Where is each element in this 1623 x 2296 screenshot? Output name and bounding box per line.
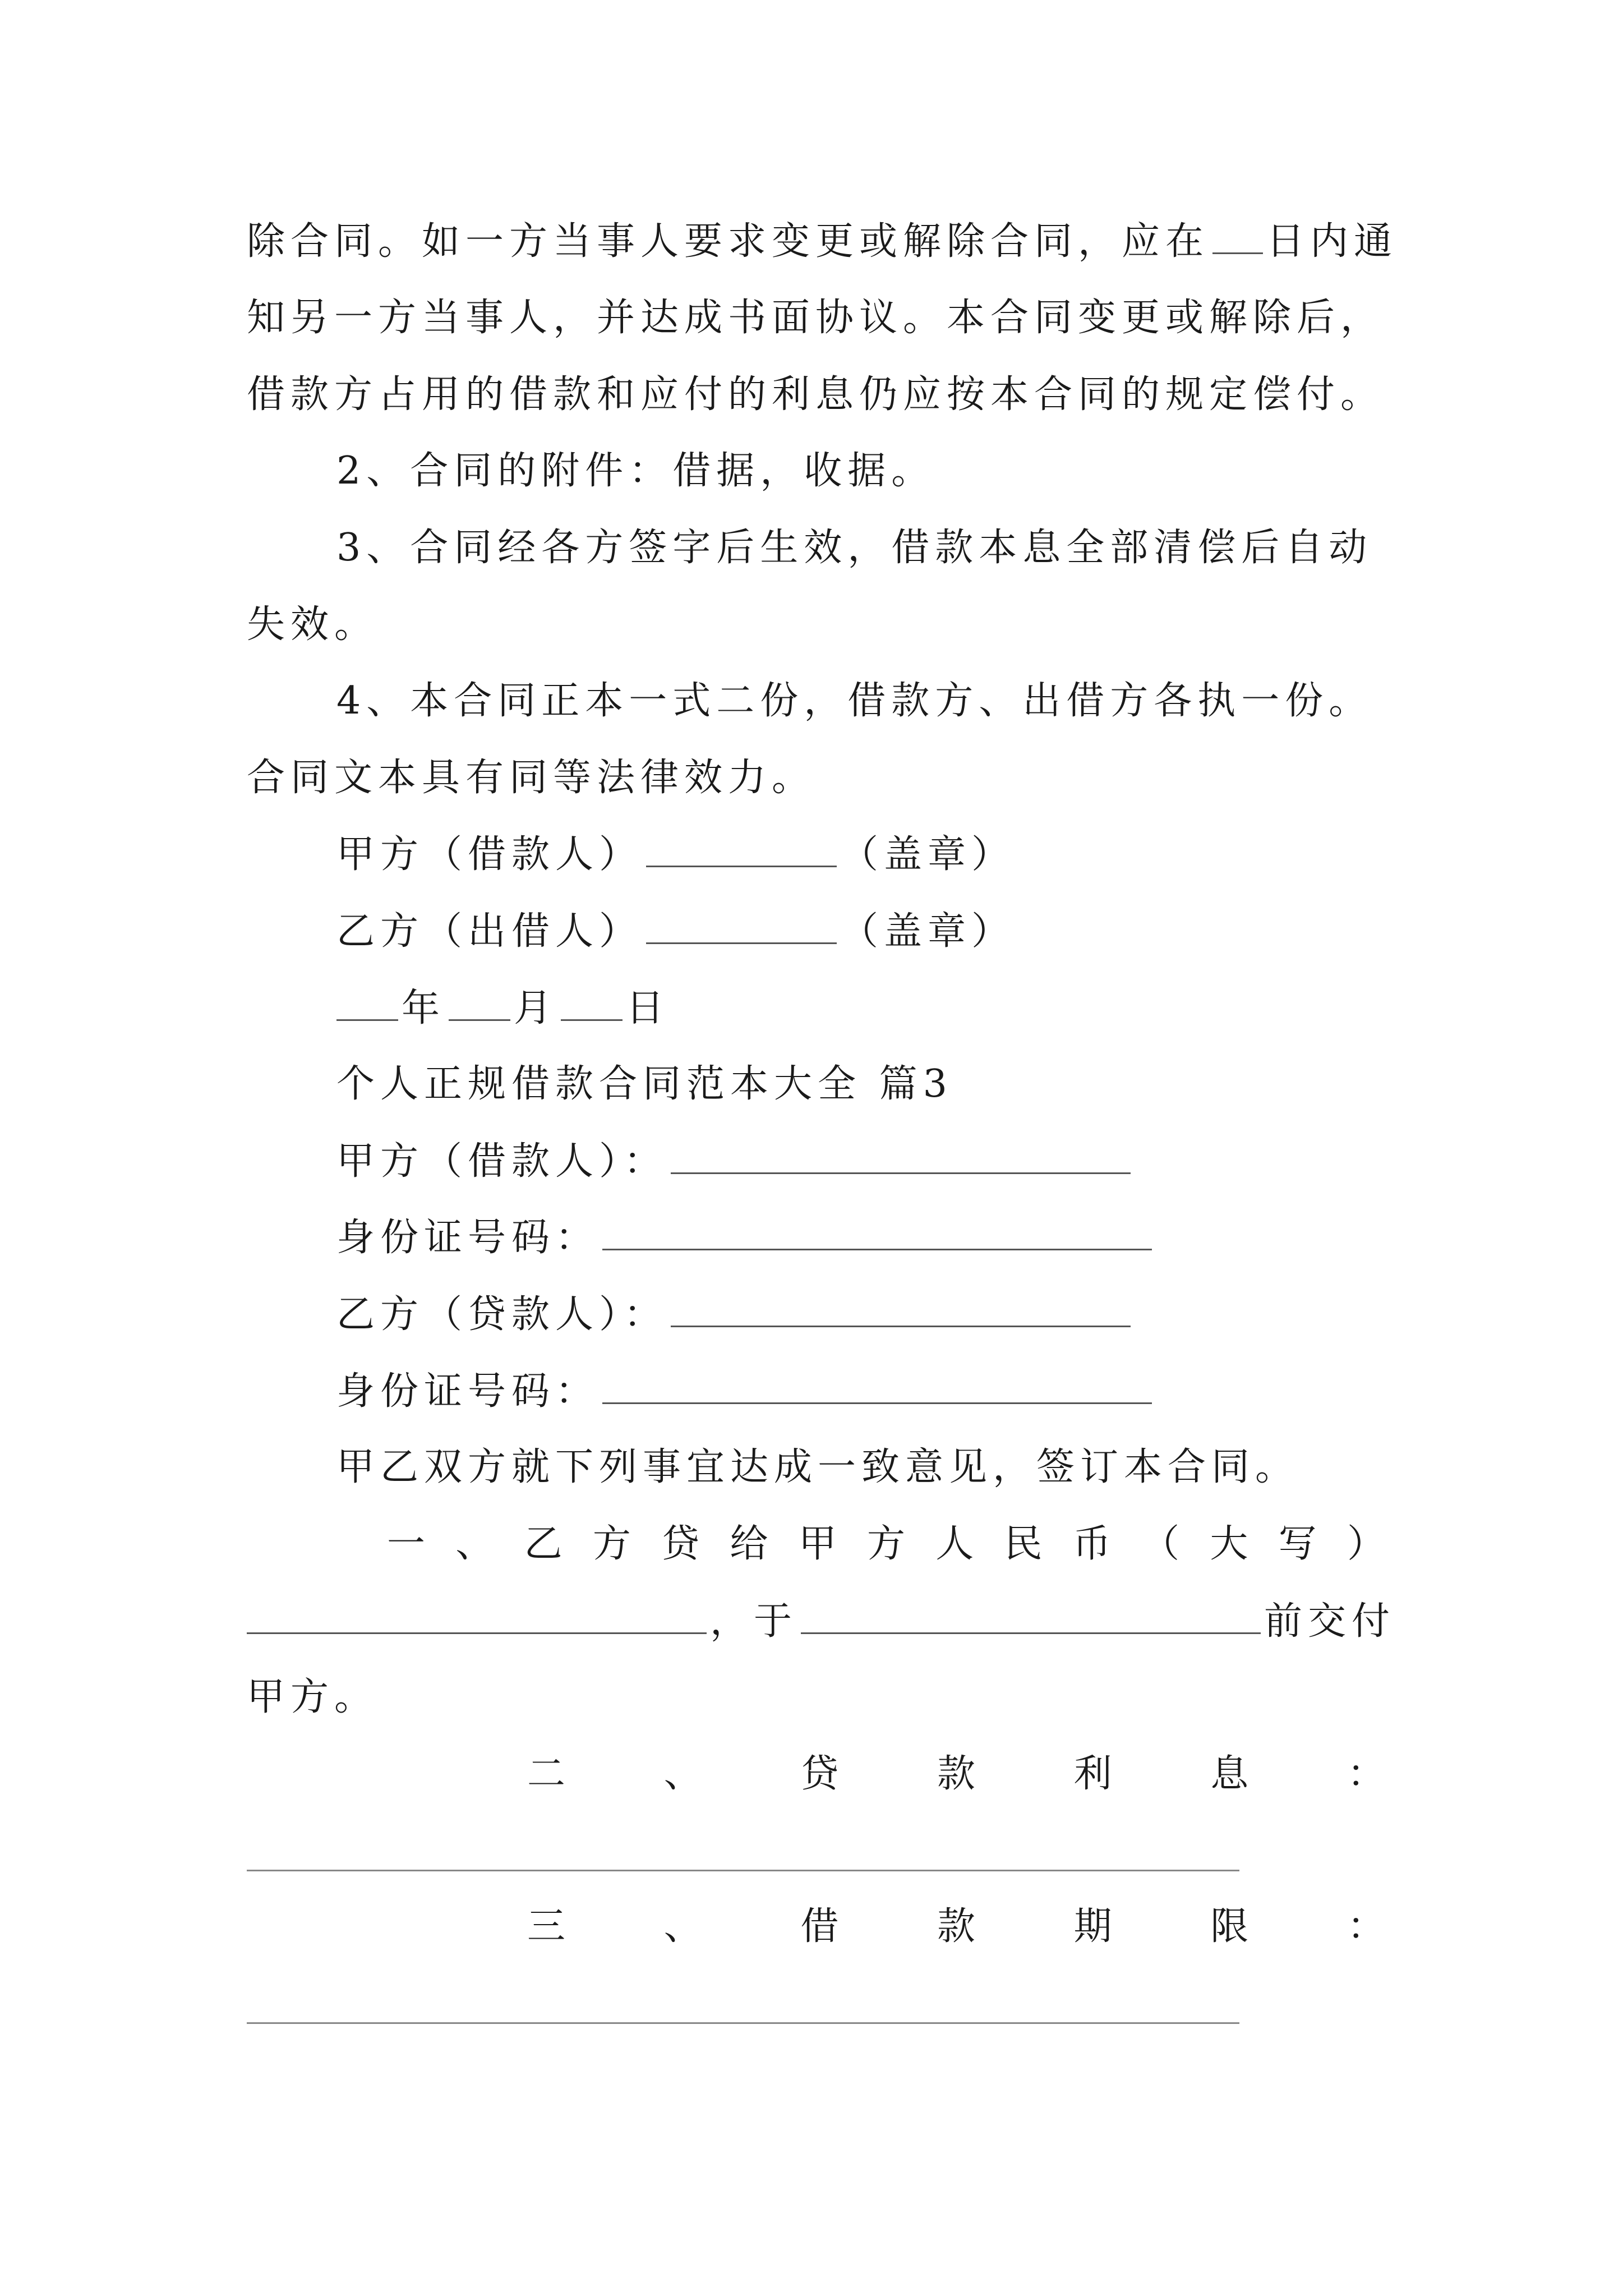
party-b-field: 乙方（贷款人）： — [336, 1292, 1134, 1337]
day-blank — [561, 986, 623, 1021]
id-blank-b — [602, 1369, 1152, 1404]
text-line-2: 知另一方当事人，并达成书面协议。本合同变更或解除后， — [247, 296, 1385, 340]
clause-3-cont: 失效。 — [247, 602, 379, 647]
text-line-3: 借款方占用的借款和应付的利息仍应按本合同的规定偿付。 — [247, 372, 1385, 417]
item-2-line: 二 、 贷 款 利 息 ： — [527, 1752, 1385, 1796]
clause-4: 4、本合同正本一式二份，借款方、出借方各执一份。 — [336, 679, 1373, 723]
signature-blank-b — [646, 909, 837, 944]
id-blank-a — [602, 1215, 1152, 1250]
id-field-a: 身份证号码： — [336, 1215, 1155, 1260]
item-3-line: 三 、 借 款 期 限 ： — [527, 1904, 1385, 1949]
agreement-line: 甲乙双方就下列事宜达成一致意见，签订本合同。 — [336, 1445, 1299, 1489]
year-blank — [336, 986, 398, 1021]
amount-blank — [247, 1599, 707, 1634]
text-line-1: 除合同。如一方当事人要求变更或解除合同，应在 日内通 — [247, 219, 1398, 264]
term-blank — [247, 2022, 1239, 2024]
signature-party-a: 甲方（借款人） （盖章） — [336, 832, 1016, 877]
signature-party-b: 乙方（出借人） （盖章） — [336, 909, 1016, 954]
item-1-cont: ，于 前交付 — [247, 1599, 1395, 1644]
date-blank — [801, 1599, 1261, 1634]
clause-3: 3、合同经各方签字后生效，借款本息全部清偿后自动 — [336, 526, 1373, 570]
party-a-field: 甲方（借款人）： — [336, 1139, 1134, 1184]
party-a-blank — [671, 1139, 1131, 1174]
section-heading: 个人正规借款合同范本大全 篇3 — [336, 1062, 953, 1106]
signature-date: 年 月 日 — [336, 986, 670, 1031]
id-field-b: 身份证号码： — [336, 1369, 1155, 1414]
blank-days — [1212, 219, 1263, 254]
interest-blank — [247, 1870, 1239, 1871]
item-1-tail: 甲方。 — [247, 1675, 379, 1719]
clause-2: 2、合同的附件：借据，收据。 — [336, 449, 935, 493]
party-b-blank — [671, 1292, 1131, 1327]
item-1-line: 一 、 乙 方 贷 给 甲 方 人 民 币 （ 大 写 ） — [387, 1522, 1385, 1566]
month-blank — [449, 986, 510, 1021]
clause-4-cont: 合同文本具有同等法律效力。 — [247, 756, 816, 800]
signature-blank-a — [646, 832, 837, 867]
